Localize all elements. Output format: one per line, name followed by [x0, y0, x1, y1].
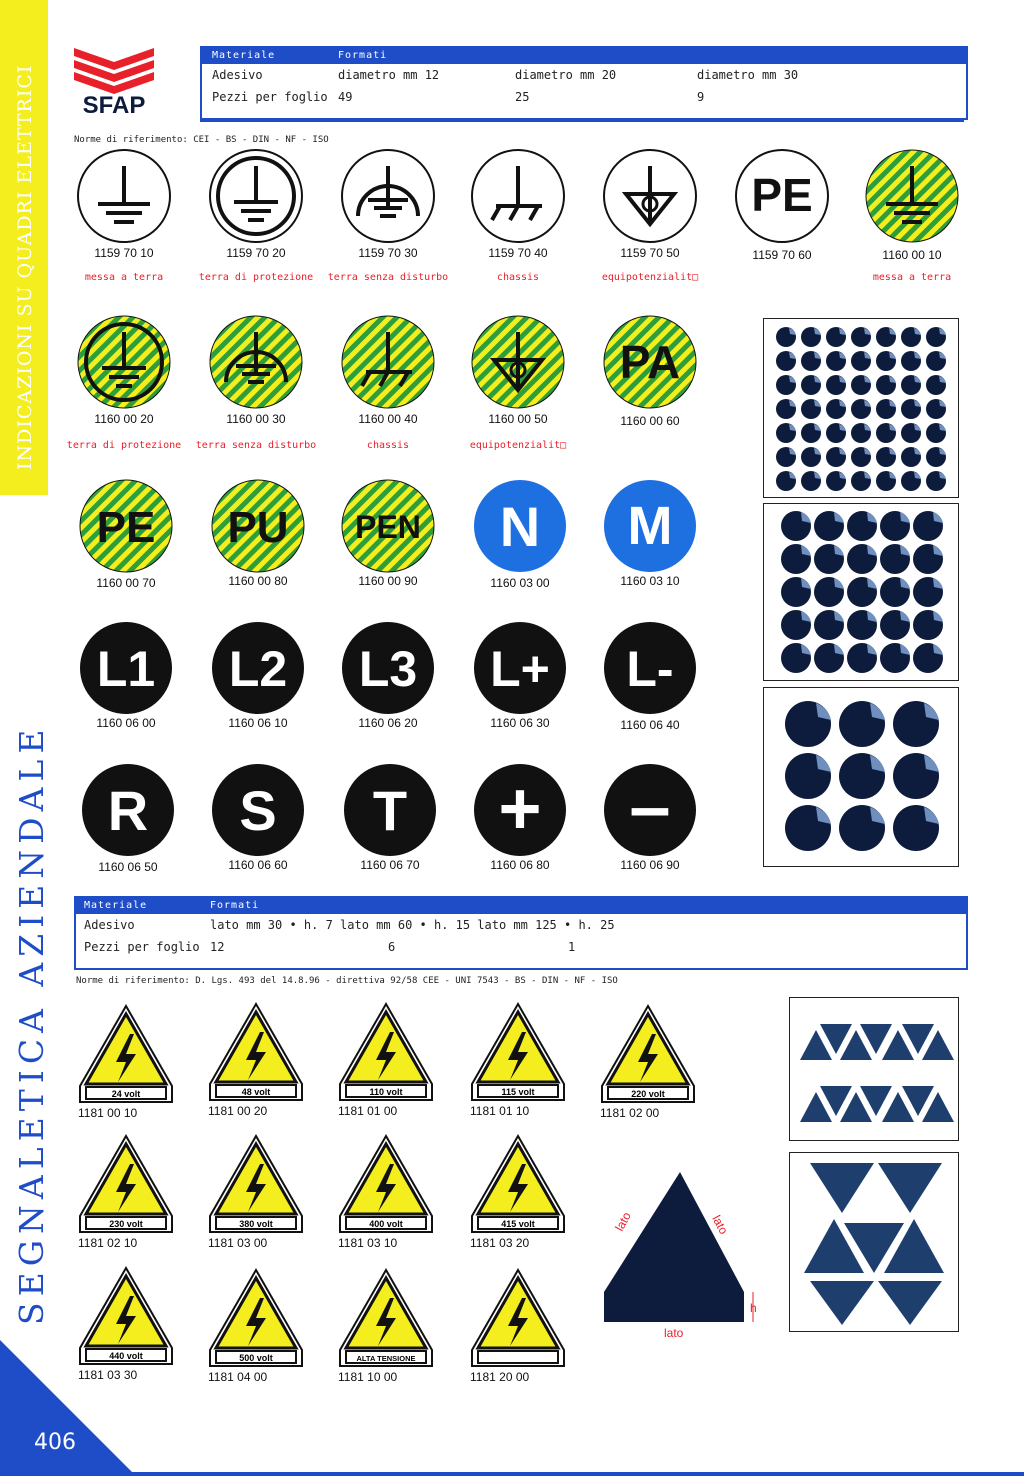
sign-card: [76, 620, 176, 740]
sticker-sheet-small: [763, 318, 959, 498]
pieces-value: 12: [210, 940, 225, 954]
diagram-label-left: lato: [612, 1209, 634, 1234]
format-value: diametro mm 12: [338, 68, 440, 82]
product-code: 1181 00 20: [208, 1104, 268, 1118]
product-code: 1181 00 10: [78, 1106, 138, 1120]
svg-text:N: N: [499, 495, 541, 558]
triangle-sheet-small: [789, 997, 959, 1141]
equipotential-icon: [602, 148, 698, 244]
svg-text:L+: L+: [490, 641, 550, 697]
sign-card: [66, 314, 182, 464]
warning-sign-card: [208, 1266, 308, 1388]
sticker-sheet-medium: [763, 503, 959, 681]
pieces-label: Pezzi per foglio: [212, 90, 328, 104]
high-voltage-icon: [470, 1266, 566, 1368]
page-number: 406: [34, 1430, 76, 1455]
product-code: 1181 20 00: [470, 1370, 530, 1384]
sign-card: [340, 762, 440, 882]
sign-card: [600, 478, 700, 598]
high-voltage-icon: [208, 1000, 304, 1102]
sign-caption: equipotenzialit□: [601, 272, 699, 283]
neutral-icon: [472, 478, 568, 574]
product-code: 1160 00 50: [488, 412, 548, 426]
brand-logo: [72, 44, 156, 116]
pu-striped-icon: [210, 478, 306, 574]
product-code: 1160 00 60: [620, 414, 680, 428]
sign-caption: terra senza disturbo: [327, 272, 449, 283]
pa-label-icon: [602, 314, 698, 410]
high-voltage-icon: [208, 1132, 304, 1234]
material-value: Adesivo: [212, 68, 263, 82]
svg-text:–: –: [629, 765, 671, 848]
phase-t-icon: [342, 762, 438, 858]
product-code: 1160 06 70: [360, 858, 420, 872]
voltage-label: 415 volt: [501, 1219, 535, 1229]
warning-sign-card: [338, 1000, 438, 1122]
voltage-label: ALTA TENSIONE: [356, 1354, 416, 1363]
pieces-value: 6: [388, 940, 396, 954]
product-code: 1160 06 00: [96, 716, 156, 730]
warning-sign-card: [208, 1132, 308, 1254]
voltage-label: 440 volt: [109, 1351, 143, 1361]
voltage-label: 500 volt: [239, 1353, 273, 1363]
noiseless-earth-striped-icon: [208, 314, 304, 410]
svg-text:L2: L2: [228, 641, 288, 697]
pieces-value: 49: [338, 90, 353, 104]
product-code: 1181 01 00: [338, 1104, 398, 1118]
product-code: 1181 02 10: [78, 1236, 138, 1250]
sign-card: [76, 478, 176, 598]
high-voltage-icon: [78, 1002, 174, 1104]
sign-caption: equipotenzialit□: [469, 440, 567, 451]
sign-card: [338, 478, 438, 598]
product-code: 1181 03 20: [470, 1236, 530, 1250]
format-value: diametro mm 20: [515, 68, 617, 82]
voltage-label: 115 volt: [501, 1087, 535, 1097]
warning-sign-card: [470, 1132, 570, 1254]
high-voltage-icon: [208, 1266, 304, 1368]
sign-caption: terra senza disturbo: [195, 440, 317, 451]
svg-text:PU: PU: [227, 503, 289, 552]
product-code: 1181 10 00: [338, 1370, 398, 1384]
svg-text:+: +: [498, 767, 542, 850]
svg-text:T: T: [372, 779, 408, 842]
sign-card: [198, 148, 314, 298]
warning-sign-card: [338, 1266, 438, 1388]
pe-striped-icon: [78, 478, 174, 574]
high-voltage-icon: [78, 1264, 174, 1366]
voltage-label: 110 volt: [369, 1087, 403, 1097]
high-voltage-icon: [78, 1132, 174, 1234]
format-table-1: [200, 46, 968, 120]
product-code: 1160 00 30: [226, 412, 286, 426]
sign-card: [208, 620, 308, 740]
protective-earth-icon: [208, 148, 304, 244]
product-code: 1160 06 10: [228, 716, 288, 730]
sign-caption: messa a terra: [872, 272, 952, 283]
positive-line-icon: [472, 620, 568, 716]
phase-r-icon: [80, 762, 176, 858]
sign-card: [600, 314, 700, 464]
warning-sign-card: [600, 1002, 700, 1124]
format-header: Formati: [338, 50, 388, 61]
protective-earth-striped-icon: [76, 314, 172, 410]
svg-text:PE: PE: [96, 503, 156, 552]
diagram-label-bottom: lato: [664, 1326, 684, 1340]
material-row: [76, 914, 966, 936]
sign-card: [470, 478, 570, 598]
product-code: 1159 70 20: [226, 246, 286, 260]
product-code: 1181 04 00: [208, 1370, 268, 1384]
earth-icon: [76, 148, 172, 244]
sign-card: [195, 314, 317, 464]
voltage-label: 400 volt: [369, 1219, 403, 1229]
warning-sign-card: [470, 1266, 570, 1388]
sticker-sheet-large: [763, 687, 959, 867]
svg-text:PE: PE: [751, 169, 813, 221]
sign-card: [470, 762, 570, 882]
section-title: INDICAZIONI SU QUADRI ELETTRICI: [14, 64, 36, 470]
high-voltage-icon: [470, 1132, 566, 1234]
sign-card: [468, 314, 568, 464]
sign-card: [208, 762, 308, 882]
table-1-rule: [200, 120, 964, 122]
svg-text:M: M: [627, 496, 673, 556]
sign-card: [208, 478, 308, 598]
noiseless-earth-icon: [340, 148, 436, 244]
product-code: 1159 70 10: [94, 246, 154, 260]
format-value: lato mm 30 • h. 7 lato mm 60 • h. 15 lato mm 125 • h. 25: [210, 918, 615, 932]
sign-card: [468, 148, 568, 298]
high-voltage-icon: [338, 1000, 434, 1102]
format-table-header: [202, 48, 966, 64]
phase-l3-icon: [340, 620, 436, 716]
voltage-label: 24 volt: [111, 1089, 141, 1099]
sign-card: [600, 762, 700, 882]
product-code: 1160 00 70: [96, 576, 156, 590]
svg-text:PEN: PEN: [355, 509, 421, 545]
svg-text:R: R: [107, 779, 149, 842]
sign-caption: messa a terra: [84, 272, 164, 283]
triangle-sheet-medium: [789, 1152, 959, 1332]
sign-caption: terra di protezione: [66, 440, 182, 451]
phase-s-icon: [210, 762, 306, 858]
high-voltage-icon: [338, 1266, 434, 1368]
format-value: diametro mm 30: [697, 68, 799, 82]
pieces-row: [76, 936, 966, 958]
svg-text:SFAP: SFAP: [82, 92, 146, 116]
product-code: 1160 00 10: [882, 248, 942, 262]
material-header: Materiale: [212, 50, 276, 61]
voltage-label: 220 volt: [631, 1089, 665, 1099]
product-code: 1160 00 80: [228, 574, 288, 588]
sign-card: [338, 620, 438, 740]
diagram-label-right: lato: [709, 1212, 731, 1237]
material-header: Materiale: [84, 900, 148, 911]
svg-text:S: S: [239, 779, 277, 842]
phase-l2-icon: [210, 620, 306, 716]
diagram-label-h: h: [750, 1301, 757, 1315]
sign-card: [78, 762, 178, 882]
sign-caption: terra di protezione: [198, 272, 314, 283]
earth-striped-icon: [864, 148, 960, 244]
product-code: 1160 06 60: [228, 858, 288, 872]
format-table-header: [76, 898, 966, 914]
product-code: 1160 06 80: [490, 858, 550, 872]
product-code: 1181 02 00: [600, 1106, 660, 1120]
voltage-label: 380 volt: [239, 1219, 273, 1229]
product-code: 1181 03 00: [208, 1236, 268, 1250]
mass-icon: [602, 478, 698, 574]
voltage-label: 48 volt: [241, 1087, 271, 1097]
sidebar-title-wrap: [0, 0, 48, 495]
sign-card: [732, 148, 832, 298]
sign-card: [470, 620, 570, 740]
pieces-value: 1: [568, 940, 576, 954]
warning-sign-card: [78, 1132, 178, 1254]
product-code: 1181 03 30: [78, 1368, 138, 1382]
chassis-striped-icon: [340, 314, 436, 410]
product-code: 1159 70 40: [488, 246, 548, 260]
product-code: 1160 00 40: [358, 412, 418, 426]
pieces-value: 25: [515, 90, 530, 104]
product-code: 1181 01 10: [470, 1104, 530, 1118]
bottom-rule: [0, 1472, 1024, 1476]
sign-card: [327, 148, 449, 298]
sign-card: [74, 148, 174, 298]
negative-line-icon: [602, 620, 698, 716]
equipotential-striped-icon: [470, 314, 566, 410]
svg-text:PA: PA: [619, 336, 681, 388]
product-code: 1160 06 50: [98, 860, 158, 874]
sign-card: [338, 314, 438, 464]
warning-sign-card: [208, 1000, 308, 1122]
pieces-value: 9: [697, 90, 705, 104]
high-voltage-icon: [470, 1000, 566, 1102]
high-voltage-icon: [338, 1132, 434, 1234]
sign-caption: chassis: [496, 272, 540, 283]
warning-sign-card: [78, 1264, 178, 1386]
format-header: Formati: [210, 900, 260, 911]
svg-text:L1: L1: [96, 641, 156, 697]
product-code: 1160 06 20: [358, 716, 418, 730]
sign-caption: chassis: [366, 440, 410, 451]
product-code: 1160 00 20: [94, 412, 154, 426]
plus-icon: [472, 762, 568, 858]
warning-sign-card: [338, 1132, 438, 1254]
product-code: 1159 70 30: [358, 246, 418, 260]
voltage-label: 230 volt: [109, 1219, 143, 1229]
product-code: 1160 00 90: [358, 574, 418, 588]
sign-card: [862, 148, 962, 298]
product-code: 1160 03 00: [490, 576, 550, 590]
product-code: 1181 03 10: [338, 1236, 398, 1250]
pieces-label: Pezzi per foglio: [84, 940, 200, 954]
format-table-2: [74, 896, 968, 970]
triangle-dimension-diagram: [592, 1160, 778, 1350]
product-code: 1160 06 40: [620, 718, 680, 732]
product-code: 1160 03 10: [620, 574, 680, 588]
warning-sign-card: [470, 1000, 570, 1122]
norms-2: Norme di riferimento: D. Lgs. 493 del 14.8.96 - direttiva 92/58 CEE - UNI 7543 - BS - DIN - NF - ISO: [76, 976, 618, 986]
category-title: SEGNALETICA AZIENDALE: [12, 723, 51, 1325]
material-value: Adesivo: [84, 918, 135, 932]
pen-striped-icon: [340, 478, 436, 574]
high-voltage-icon: [600, 1002, 696, 1104]
svg-text:L-: L-: [626, 641, 674, 697]
product-code: 1160 06 30: [490, 716, 550, 730]
pe-label-icon: [734, 148, 830, 244]
material-row: [202, 64, 966, 86]
warning-sign-card: [78, 1002, 178, 1124]
svg-text:L3: L3: [358, 641, 418, 697]
sign-card: [600, 148, 700, 298]
product-code: 1160 06 90: [620, 858, 680, 872]
product-code: 1159 70 60: [752, 248, 812, 262]
minus-icon: [602, 762, 698, 858]
sign-card: [600, 620, 700, 740]
product-code: 1159 70 50: [620, 246, 680, 260]
phase-l1-icon: [78, 620, 174, 716]
norms-1: Norme di riferimento: CEI - BS - DIN - NF - ISO: [74, 135, 329, 145]
pieces-row: [202, 86, 966, 108]
chassis-icon: [470, 148, 566, 244]
